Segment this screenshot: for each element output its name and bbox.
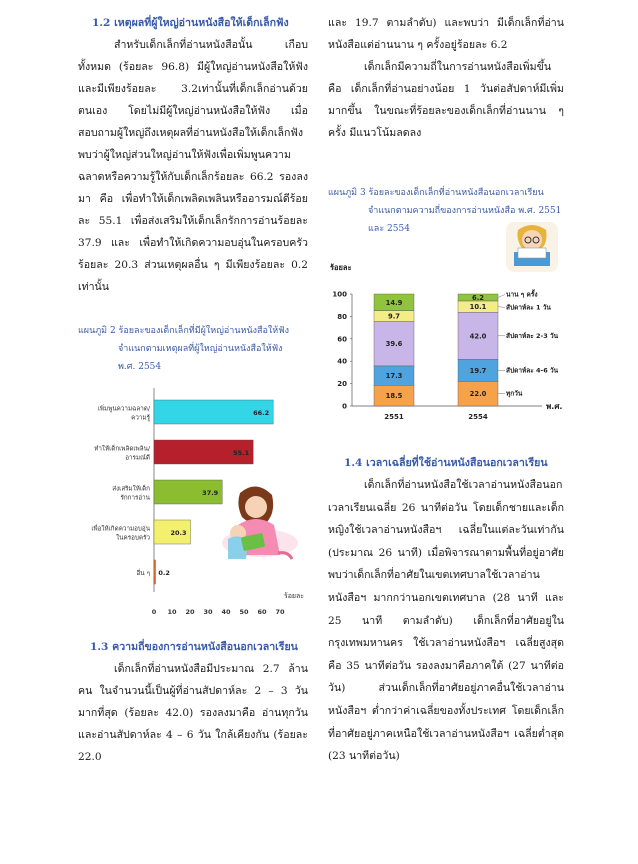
mother-child-reading-illustration (222, 486, 298, 559)
figure-3-x-tick-label: 2554 (468, 413, 488, 421)
figure-2-x-tick-label: 0 (151, 608, 157, 616)
figure-3-chart (328, 258, 568, 438)
figure-3-segment-label: 19.7 (469, 366, 487, 375)
section-1-4-heading: 1.4 เวลาเฉลี่ยที่ใช้อ่านหนังสือนอกเวลาเรียน (344, 457, 548, 469)
figure-3-segment-label: 14.9 (385, 298, 403, 307)
figure-3-x-tick-label: 2551 (384, 413, 404, 421)
figure-3-leader-line (498, 307, 505, 308)
section-1-4-body: เด็กเล็กที่อ่านหนังสือใช้เวลาอ่านหนังสือนอกเวลาเรียนเฉลี่ย 26 นาทีต่อวัน โดยเด็กชายและเด็กหญิงใช้เวลาอ่านหนังสือฯ เฉลี่ยในแต่ละวันเท่ากัน (ประมาณ 26 นาที) เมื่อพิจารณาตามพื้นที่อยู่อาศัย พบว่าเด็กเล็กที่อาศัยในเขตเทศบาลใช้เวลาอ่านหนังสือฯ มากกว่านอกเขตเทศบาล (28 นาที และ 25 นาที ตามลำดับ) เด็กเล็กที่อาศัยอยู่ในกรุงเทพมหานคร ใช้เวลาอ่านหนังสือฯ เฉลี่ยสูงสุด คือ 35 นาทีต่อวัน รองลงมาคือภาคใต้ (27 นาทีต่อวัน) ส่วนเด็กเล็กที่อาศัยอยู่ภาคอื่นใช้เวลาอ่านหนังสือฯ ต่ำกว่าค่าเฉลี่ยของทั้งประเทศ โดยเด็กเล็กที่อาศัยอยู่ภาคเหนือใช้เวลาอ่านหนังสือฯ เฉลี่ยต่ำสุด (23 นาทีต่อวัน) (328, 479, 564, 763)
section-1-2-heading: 1.2 เหตุผลที่ผู้ใหญ่อ่านหนังสือให้เด็กเล็กฟัง (92, 17, 289, 29)
figure-3-y-tick-label: 20 (337, 380, 347, 389)
figure-2-category-label (94, 444, 151, 462)
figure-2-caption (78, 322, 318, 376)
section-1-2-body: สำหรับเด็กเล็กที่อ่านหนังสือนั้น เกือบทั้งหมด (ร้อยละ 96.8) มีผู้ใหญ่อ่านหนังสือให้ฟัง และมีเพียงร้อยละ 3.2เท่านั้นที่เด็กเล็กอ่านด้วยตนเอง โดยไม่มีผู้ใหญ่อ่านหนังสือให้ฟัง เมื่อสอบถามผู้ใหญ่ถึงเหตุผลที่อ่านหนังสือให้เด็กเล็กฟัง พบว่าผู้ใหญ่ส่วนใหญ่อ่านให้ฟังเพื่อเพิ่มพูนความฉลาดหรือความรู้ให้กับเด็กเล็กร้อยละ 66.2 รองลงมา คือ เพื่อทำให้เด็กเพลิดเพลินหรืออารมณ์ดีร้อยละ 55.1 เพื่อส่งเสริมให้เด็กเล็กรักการอ่านร้อยละ 37.9 และ เพื่อทำให้เกิดความอบอุ่นในครอบครัวร้อยละ 20.3 ส่วนเหตุผลอื่น ๆ มีเพียงร้อยละ 0.2 เท่านั้น (78, 39, 308, 293)
figure-3-y-tick-label: 40 (337, 357, 347, 366)
figure-3-title-line1: แผนภูมิ 3 ร้อยละของเด็กเล็กที่อ่านหนังสือนอกเวลาเรียน (328, 188, 544, 198)
figure-2-value-label: 37.9 (202, 489, 219, 497)
figure-3-segment-label: 9.7 (387, 312, 401, 321)
figure-2-title-line3: พ.ศ. 2554 (118, 362, 162, 372)
figure-2-category-label-line: เพื่อให้เกิดความอบอุ่น (91, 525, 150, 533)
figure-3-series-label: ทุกวัน (506, 389, 523, 398)
figure-2-value-label: 55.1 (233, 449, 250, 457)
figure-2-category-label-line: ส่งเสริมให้เด็ก (112, 485, 150, 493)
left-column-top (78, 12, 308, 298)
figure-2-x-tick-label: 10 (167, 608, 177, 616)
right-column-bottom (328, 452, 564, 768)
figure-2-x-axis-label: ร้อยละ (283, 592, 305, 600)
figure-3-series-label: สัปดาห์ละ 1 วัน (506, 303, 551, 312)
figure-3-title-line2: จำแนกตามความถี่ของการอ่านหนังสือ พ.ศ. 2551 (368, 206, 562, 216)
figure-2-category-label-line: อารมณ์ดี (125, 454, 150, 462)
figure-2-category-label (91, 524, 150, 542)
figure-3-y-axis-label: ร้อยละ (330, 263, 352, 272)
figure-2-category-label (98, 404, 151, 422)
figure-2-title-line1: แผนภูมิ 2 ร้อยละของเด็กเล็กที่มีผู้ใหญ่อ่านหนังสือให้ฟัง (78, 326, 289, 336)
figure-3-y-tick-label: 60 (337, 335, 347, 344)
figure-2-title-line2: จำแนกตามเหตุผลที่ผู้ใหญ่อ่านหนังสือให้ฟัง (118, 344, 283, 354)
figure-3-segment-label: 42.0 (469, 332, 487, 341)
figure-2-category-label-line: ความรู้ (131, 414, 150, 422)
figure-3-title-line3: และ 2554 (368, 224, 410, 234)
figure-2-value-label: 0.2 (158, 569, 170, 577)
figure-3-segment-label: 39.6 (385, 340, 403, 349)
figure-3-y-tick-label: 100 (332, 290, 347, 299)
section-1-3-heading: 1.3 ความถี่ของการอ่านหนังสือนอกเวลาเรียน (90, 641, 298, 653)
figure-2-value-label: 20.3 (170, 529, 187, 537)
figure-3-segment-label: 10.1 (469, 303, 487, 312)
figure-3-segment-label: 18.5 (385, 392, 403, 401)
trend-paragraph: เด็กเล็กมีความถี่ในการอ่านหนังสือเพิ่มขึ้น คือ เด็กเล็กที่อ่านอย่างน้อย 1 วันต่อสัปดาห์มีเพิ่มมากขึ้น ในขณะที่ร้อยละของเด็กเล็กที่อ่านนาน ๆ ครั้ง มีแนวโน้มลดลง (328, 61, 564, 139)
figure-3-segment-label: 17.3 (385, 372, 403, 381)
right-column-top (328, 12, 564, 144)
figure-2-category-label-line: ทำให้เด็กเพลิดเพลิน/ (94, 445, 150, 453)
figure-2-category-label-line: เพิ่มพูนความฉลาด/ (97, 405, 150, 413)
figure-2-category-label-line: รักการอ่าน (120, 494, 150, 502)
figure-3-y-tick-label: 0 (342, 402, 347, 411)
figure-2-category-label (136, 568, 150, 577)
figure-3-x-axis-label: พ.ศ. (546, 402, 563, 411)
figure-3-segment-label: 22.0 (469, 390, 487, 399)
figure-2-value-label: 66.2 (253, 409, 270, 417)
figure-3-series-label: สัปดาห์ละ 4-6 วัน (506, 366, 559, 375)
figure-2-bar (154, 560, 156, 584)
figure-3-series-label: สัปดาห์ละ 2-3 วัน (506, 331, 559, 340)
figure-2-x-tick-label: 30 (203, 608, 213, 616)
figure-2-x-tick-label: 20 (185, 608, 195, 616)
figure-3-plot (330, 263, 562, 421)
figure-3-series-label: นาน ๆ ครั้ง (506, 290, 538, 299)
figure-2-chart (60, 380, 320, 620)
figure-2-x-tick-label: 70 (275, 608, 285, 616)
figure-3-y-tick-label: 80 (337, 312, 347, 321)
figure-3-segment-label: 6.2 (471, 293, 485, 302)
section-1-3-body: เด็กเล็กที่อ่านหนังสือมีประมาณ 2.7 ล้านคน ในจำนวนนี้เป็นผู้ที่อ่านสัปดาห์ละ 2 – 3 วัน มากที่สุด (ร้อยละ 42.0) รองลงมาคือ อ่านทุกวัน และอ่านสัปดาห์ละ 4 – 6 วัน ใกล้เคียงกัน (ร้อยละ 22.0 (78, 663, 308, 763)
figure-2-category-label-line: อื่น ๆ (136, 570, 150, 577)
left-column-bottom (78, 636, 308, 768)
figure-2-category-label-line: ในครอบครัว (116, 534, 150, 542)
figure-2-category-label (112, 484, 150, 502)
figure-2-x-tick-label: 40 (221, 608, 231, 616)
figure-2-x-tick-label: 50 (239, 608, 249, 616)
continuation-paragraph: และ 19.7 ตามลำดับ) และพบว่า มีเด็กเล็กที่อ่านหนังสือแต่อ่านนาน ๆ ครั้งอยู่ร้อยละ 6.2 (328, 17, 564, 51)
figure-2-x-tick-label: 60 (257, 608, 267, 616)
figure-3-leader-line (498, 294, 505, 297)
